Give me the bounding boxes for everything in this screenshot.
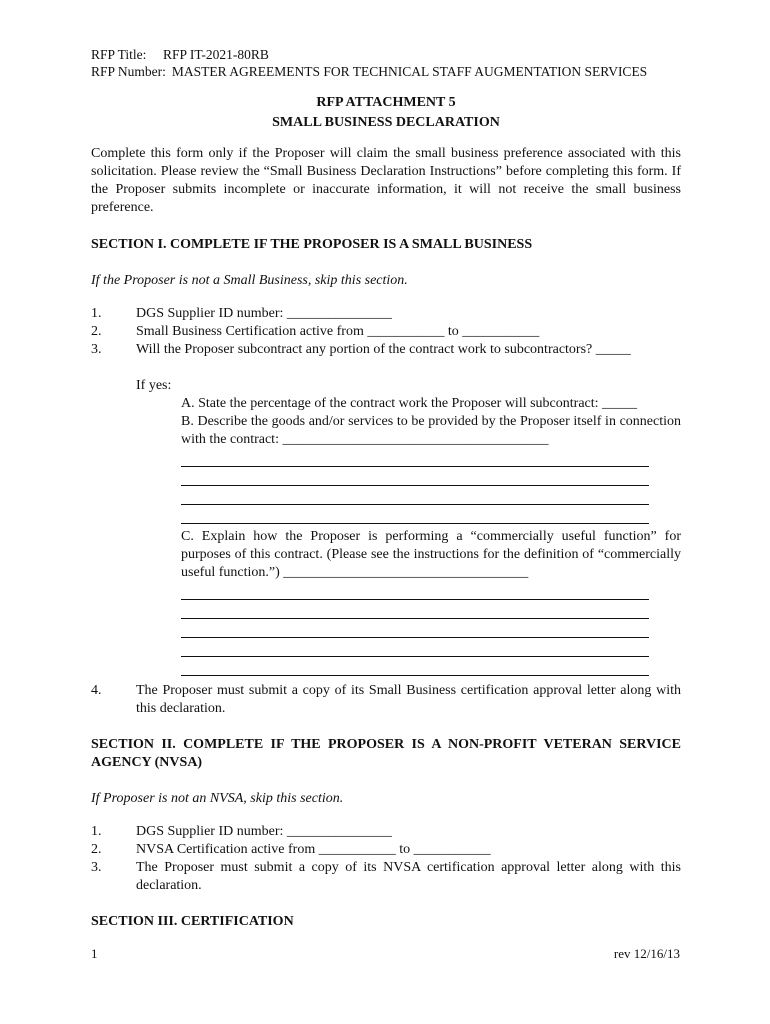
list-item-number: 1. (91, 824, 102, 839)
list-item (91, 323, 681, 341)
list-item-number: 4. (91, 683, 102, 698)
rfp-number-value: MASTER AGREEMENTS FOR TECHNICAL STAFF AUGMENTATION SERVICES (171, 64, 648, 79)
list-item-number: 2. (91, 842, 102, 857)
rfp-title-label: RFP Title: (91, 47, 147, 62)
rfp-number-label: RFP Number: (91, 64, 166, 79)
if-yes-label: If yes: (136, 378, 172, 393)
answer-line[interactable] (181, 506, 649, 524)
list-item-number: 3. (91, 342, 102, 357)
header-rfp-number (91, 63, 681, 80)
header-rfp-title (91, 46, 681, 63)
section-1-heading: SECTION I. COMPLETE IF THE PROPOSER IS A SMALL BUSINESS (91, 237, 533, 252)
supplier-id-field[interactable]: DGS Supplier ID number: _______________ (136, 306, 392, 321)
section-2-heading: SECTION II. COMPLETE IF THE PROPOSER IS A NON-PROFIT VETERAN SERVICE AGENCY (NVSA) (91, 737, 681, 770)
answer-line[interactable] (181, 449, 649, 467)
answer-line[interactable] (181, 487, 649, 505)
subcontract-question-field[interactable]: Will the Proposer subcontract any portion of the contract work to subcontractors? _____ (136, 342, 631, 357)
answer-line[interactable] (181, 601, 649, 619)
list-item-number: 3. (91, 860, 102, 875)
certification-letter-note: The Proposer must submit a copy of its Small Business certification approval letter along with this declaration. (136, 683, 681, 716)
list-item-number: 1. (91, 306, 102, 321)
list-item (91, 682, 681, 718)
section-3-heading: SECTION III. CERTIFICATION (91, 914, 294, 929)
answer-line[interactable] (181, 639, 649, 657)
sub-item-b[interactable]: B. Describe the goods and/or services to be provided by the Proposer itself in connection with the contract: ______________________________________ (181, 414, 681, 447)
nvsa-supplier-id-field[interactable]: DGS Supplier ID number: _______________ (136, 824, 392, 839)
list-item (91, 823, 681, 841)
section-1-list (91, 305, 681, 359)
sub-item-c[interactable]: C. Explain how the Proposer is performing a “commercially useful function” for purposes of this contract. (Please see the instructions for the definition of “commercially useful function.”) ___________________________________ (181, 529, 681, 580)
section-1-skip-note: If the Proposer is not a Small Business, skip this section. (91, 273, 408, 288)
list-item (91, 341, 681, 359)
list-item (91, 859, 681, 895)
sub-item-a[interactable]: A. State the percentage of the contract work the Proposer will subcontract: _____ (181, 396, 638, 411)
answer-line[interactable] (181, 658, 649, 676)
list-item-number: 2. (91, 324, 102, 339)
answer-line[interactable] (181, 468, 649, 486)
certification-dates-field[interactable]: Small Business Certification active from ___________ to ___________ (136, 324, 540, 339)
answer-line[interactable] (181, 620, 649, 638)
section-2-skip-note: If Proposer is not an NVSA, skip this section. (91, 791, 344, 806)
intro-paragraph: Complete this form only if the Proposer will claim the small business preference associated with this solicitation. Please review the “Small Business Declaration Instructions” before completing this form. If the Proposer submits incomplete or inaccurate information, it will not receive the small business preference. (91, 146, 681, 215)
attachment-heading: RFP ATTACHMENT 5 (316, 95, 456, 110)
rfp-title-value: RFP IT-2021-80RB (163, 47, 269, 62)
section-2-list (91, 823, 681, 895)
document-title: SMALL BUSINESS DECLARATION (272, 115, 500, 130)
sub-item-c-answer-lines[interactable] (181, 582, 649, 676)
sub-item-b-answer-lines[interactable] (181, 449, 649, 524)
page-number: 1 (91, 946, 98, 961)
nvsa-certification-dates-field[interactable]: NVSA Certification active from ___________ to ___________ (136, 842, 491, 857)
nvsa-letter-note: The Proposer must submit a copy of its NVSA certification approval letter along with this declaration. (136, 860, 681, 893)
document-page (91, 46, 681, 931)
revision-date: rev 12/16/13 (613, 946, 680, 961)
list-item (91, 305, 681, 323)
answer-line[interactable] (181, 582, 649, 600)
list-item (91, 841, 681, 859)
